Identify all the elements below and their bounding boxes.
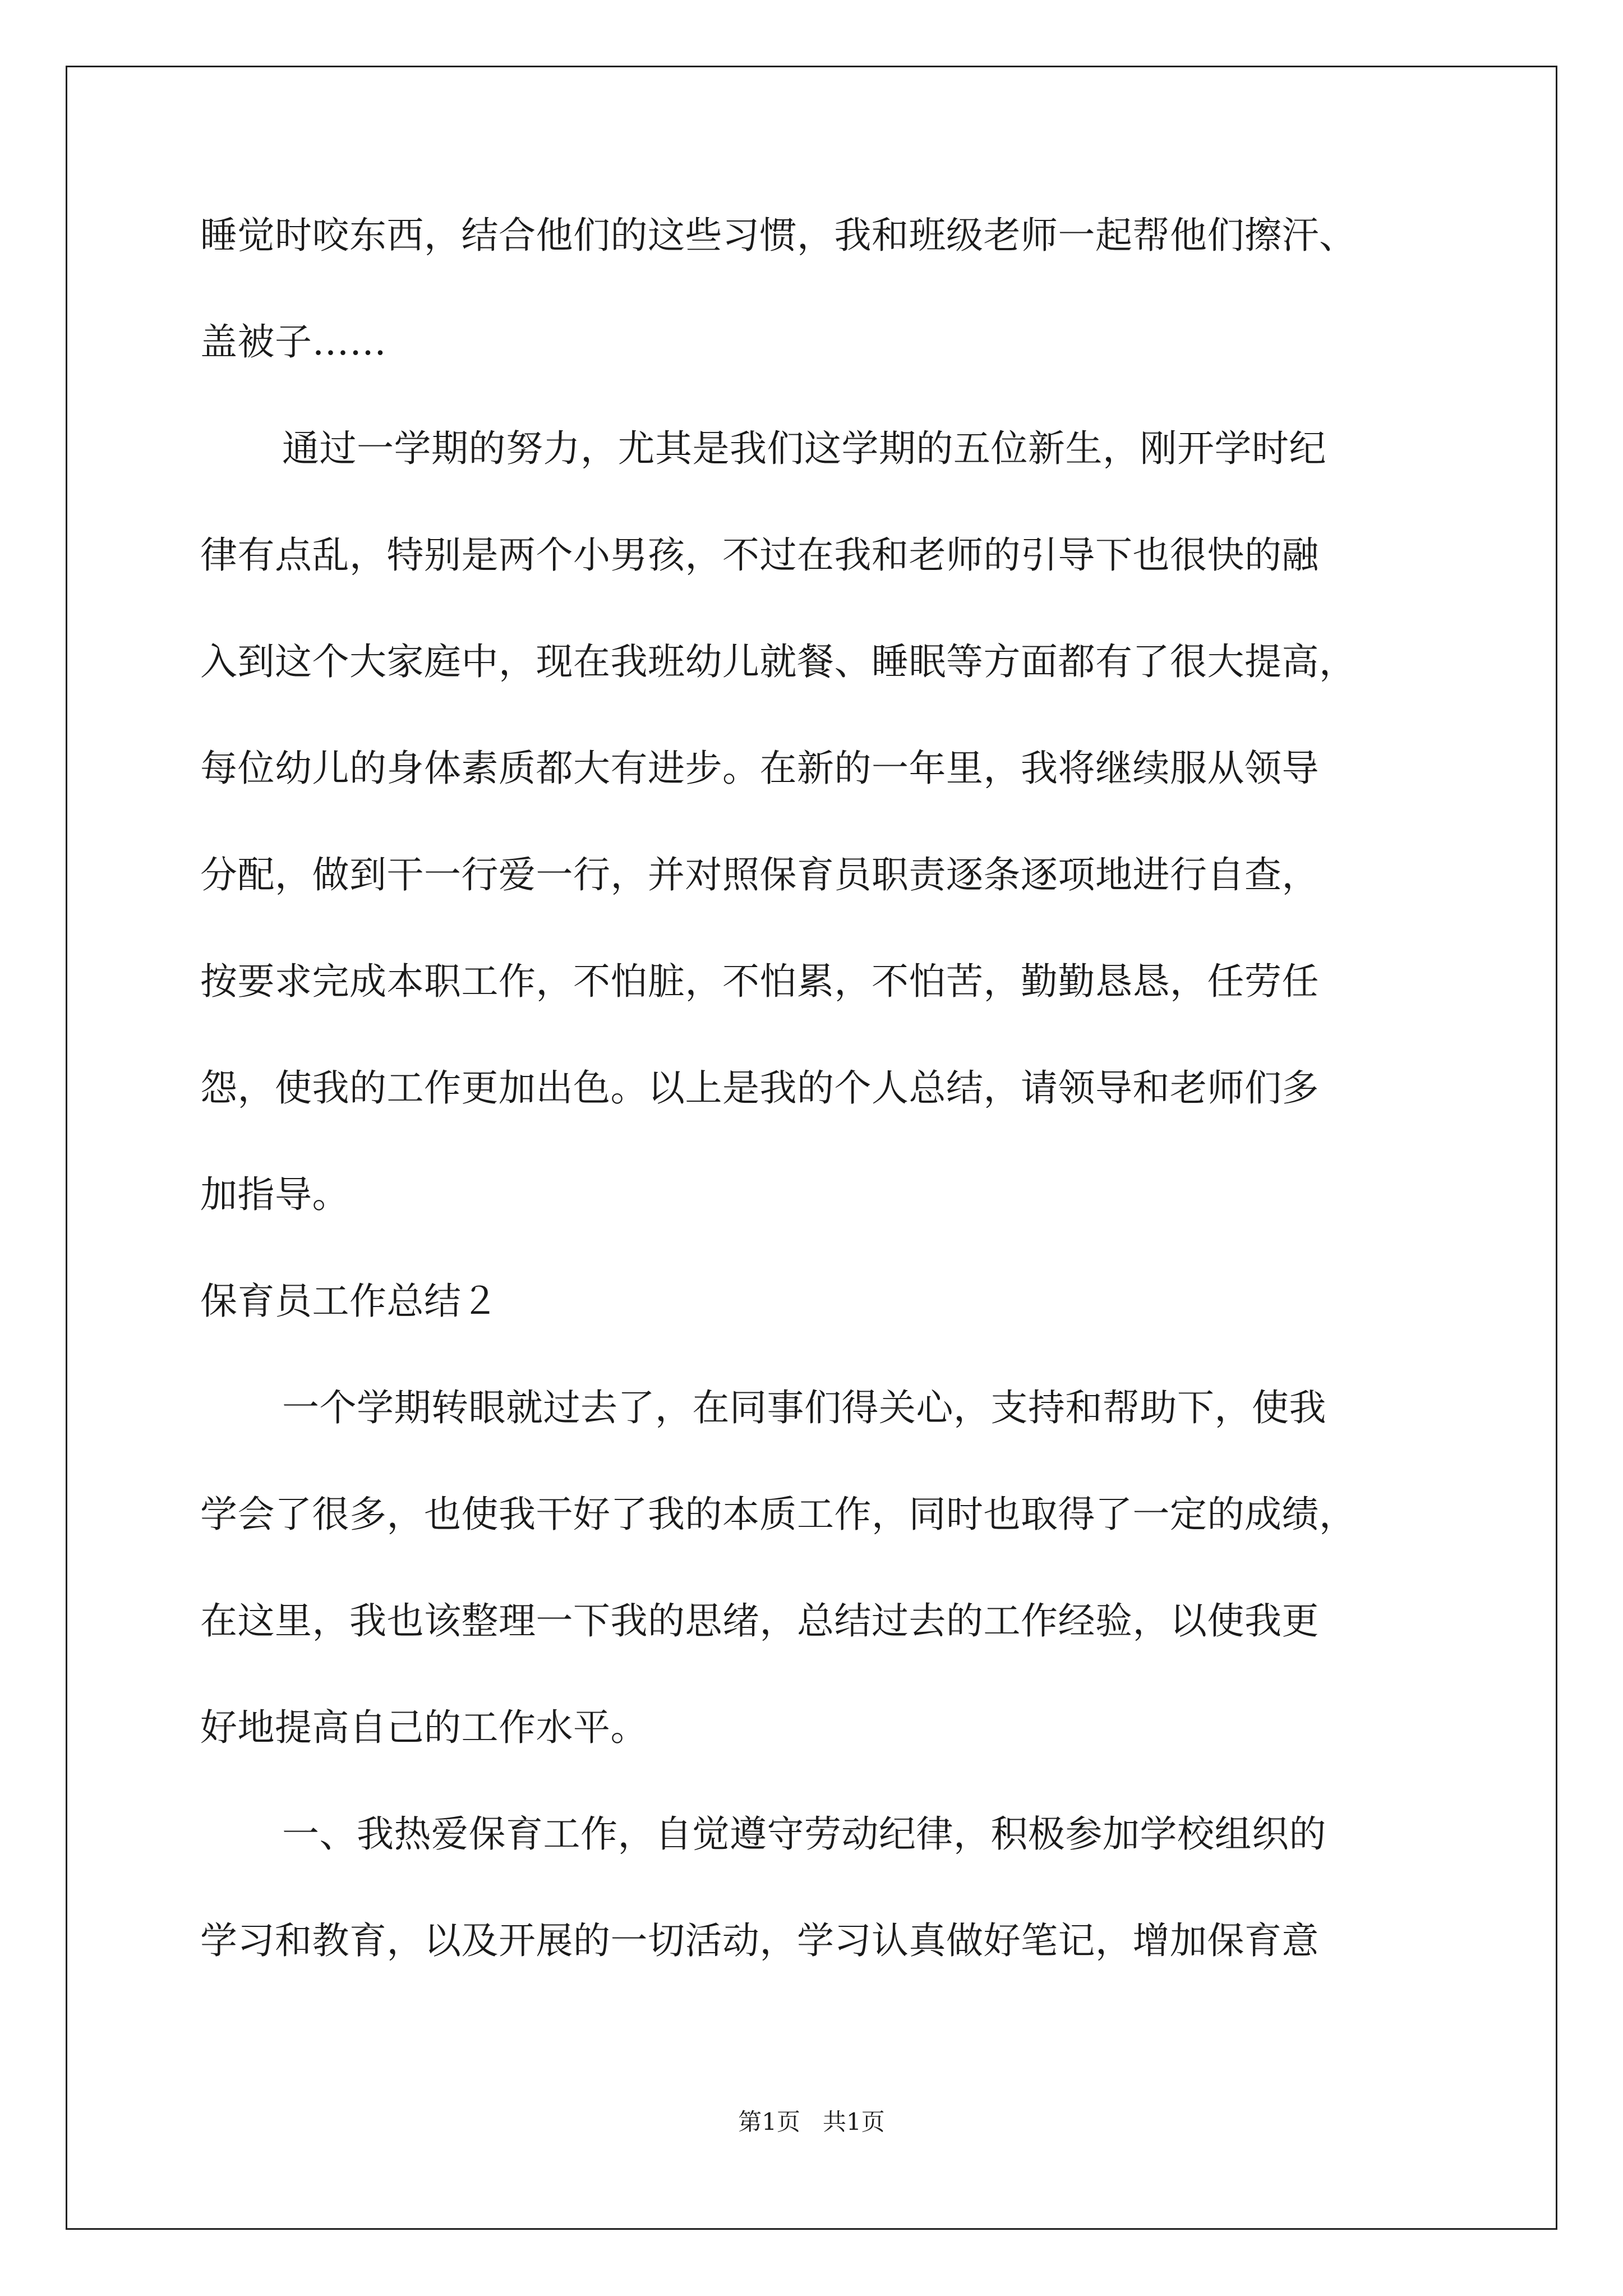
text-line: 入到这个大家庭中，现在我班幼儿就餐、睡眠等方面都有了很大提高， (200, 640, 1357, 683)
text-line: 分配，做到干一行爱一行，并对照保育员职责逐条逐项地进行自查， (200, 853, 1319, 896)
document-body (200, 213, 1434, 2025)
section-heading: 保育员工作总结２ (200, 1280, 499, 1323)
text-line: 通过一学期的努力，尤其是我们这学期的五位新生，刚开学时纪 (282, 427, 1326, 470)
text-line: 一个学期转眼就过去了，在同事们得关心，支持和帮助下，使我 (282, 1386, 1326, 1429)
text-line: 盖被子…… (200, 320, 387, 364)
text-line: 好地提高自己的工作水平。 (200, 1706, 648, 1749)
text-line: 律有点乱，特别是两个小男孩，不过在我和老师的引导下也很快的融 (200, 533, 1319, 577)
text-line: 睡觉时咬东西，结合他们的这些习惯，我和班级老师一起帮他们擦汗、 (200, 214, 1357, 257)
text-line: 每位幼儿的身体素质都大有进步。在新的一年里，我将继续服从领导 (200, 747, 1319, 790)
text-line: 按要求完成本职工作，不怕脏，不怕累，不怕苦，勤勤恳恳，任劳任 (200, 960, 1319, 1003)
page-footer: 第1页 共1页 (738, 2108, 885, 2136)
text-line: 学会了很多，也使我干好了我的本质工作，同时也取得了一定的成绩， (200, 1493, 1357, 1536)
text-line: 怨，使我的工作更加出色。以上是我的个人总结，请领导和老师们多 (200, 1066, 1319, 1110)
text-line: 一、我热爱保育工作，自觉遵守劳动纪律，积极参加学校组织的 (282, 1812, 1326, 1856)
text-line: 学习和教育，以及开展的一切活动，学习认真做好笔记，增加保育意 (200, 1919, 1319, 1962)
text-line: 加指导。 (200, 1173, 349, 1216)
text-line: 在这里，我也该整理一下我的思绪，总结过去的工作经验，以使我更 (200, 1599, 1319, 1642)
